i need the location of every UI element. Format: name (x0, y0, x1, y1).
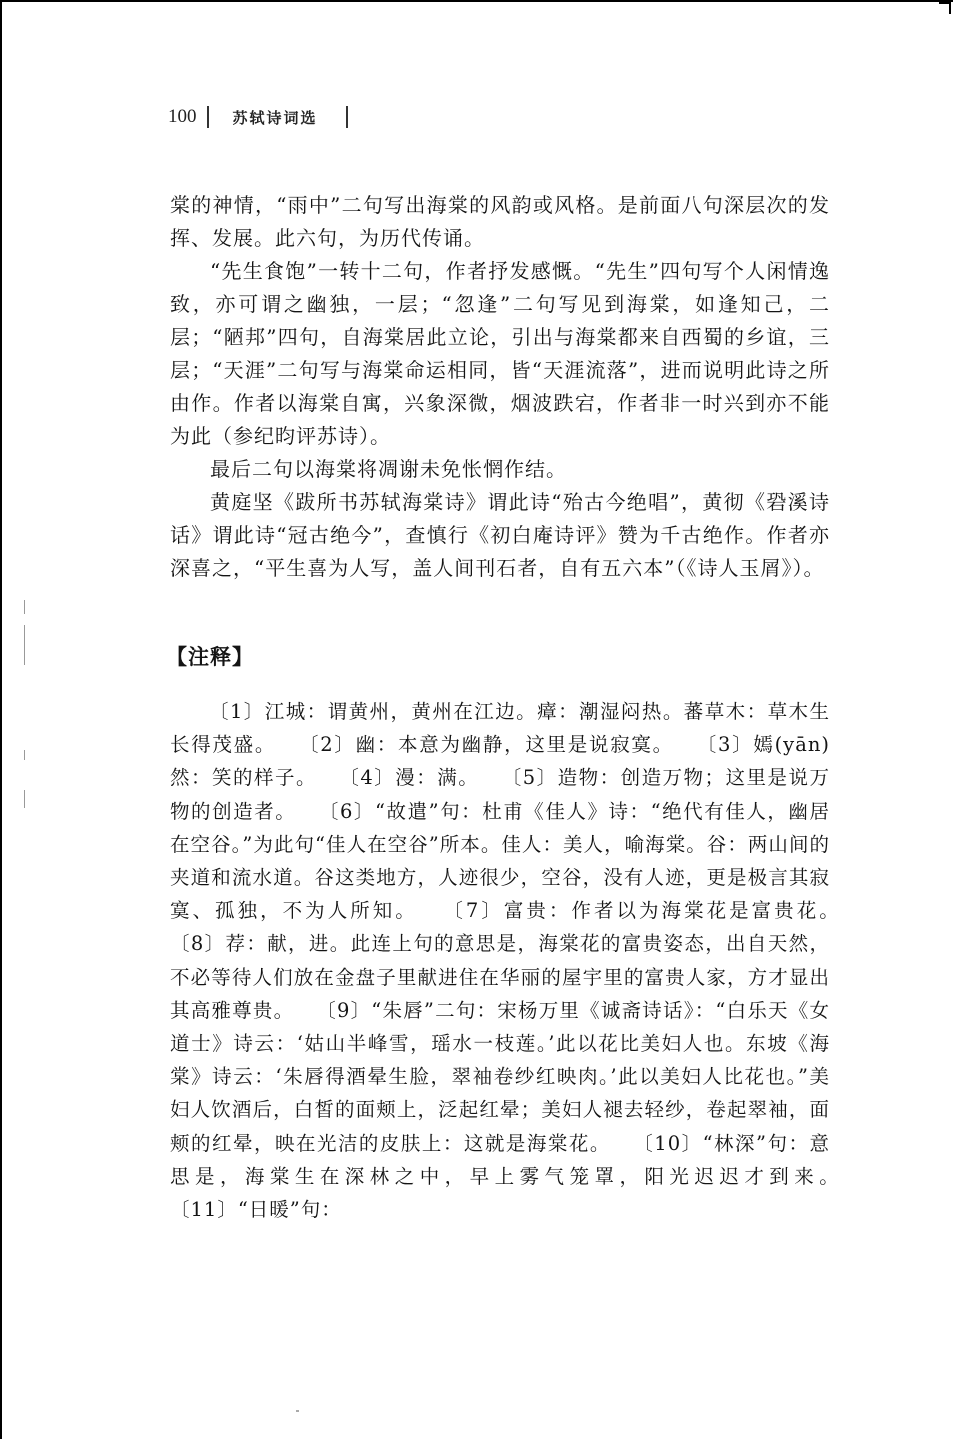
header-divider-end (346, 106, 348, 128)
header-divider (207, 106, 209, 128)
notes-heading: 【注释】 (166, 645, 254, 669)
commentary-block (170, 189, 830, 585)
page-border-left (0, 0, 2, 1439)
scan-artifact (296, 1410, 299, 1412)
margin-mark (24, 600, 25, 614)
page-border-top (0, 0, 953, 2)
page-number: 100 (168, 106, 197, 127)
margin-mark (24, 625, 25, 665)
margin-mark (24, 790, 25, 808)
commentary-paragraph: 黄庭坚《跋所书苏轼海棠诗》谓此诗“殆古今绝唱”，黄彻《䂬溪诗话》谓此诗“冠古绝今”，查慎行《初白庵诗评》赞为千古绝作。作者亦深喜之，“平生喜为人写，盖人间刊石者，自有五六本”（《诗人玉屑》）。 (170, 490, 830, 580)
commentary-paragraph: “先生食饱”一转十二句，作者抒发感慨。“先生”四句写个人闲情逸致，亦可谓之幽独，一层；“忽逢”二句写见到海棠，如逢知己，二层；“陋邦”四句，自海棠居此立论，引出与海棠都来自西蜀的乡谊，三层；“天涯”二句写与海棠命运相同，皆“天涯流落”，进而说明此诗之所由作。作者以海棠自寓，兴象深微，烟波跌宕，作者非一时兴到亦不能为此（参纪昀评苏诗）。 (170, 259, 830, 448)
commentary-paragraph: 最后二句以海棠将凋谢未免怅惘作结。 (210, 457, 567, 481)
commentary-paragraph: 棠的神情，“雨中”二句写出海棠的风韵或风格。是前面八句深层次的发挥、发展。此六句，为历代传诵。 (170, 193, 830, 250)
margin-mark (24, 750, 25, 760)
notes-block (170, 695, 872, 1226)
book-title: 苏轼诗词选 (232, 108, 318, 127)
running-header (168, 102, 348, 132)
corner-mark (939, 2, 951, 14)
notes-body: 〔1〕江城：谓黄州，黄州在江边。瘴：潮湿闷热。蕃草木：草木生长得茂盛。 〔2〕幽：本意为幽静，这里是说寂寞。 〔3〕嫣(yān)然：笑的样子。 〔4〕漫：满。 〔5〕造物：创造万物；这里是说万物的创造者。 〔6〕“故遣”句：杜甫《佳人》诗：“绝代有佳人，幽居在空谷。”为此句“佳人在空谷”所本。佳人：美人，喻海棠。谷：两山间的夹道和流水道。谷这类地方，人迹很少，空谷，没有人迹，更是极言其寂寞、孤独，不为人所知。 〔7〕富贵：作者以为海棠花是富贵花。 〔8〕荐：献，进。此连上句的意思是，海棠花的富贵姿态，出自天然，不必等待人们放在金盘子里献进住在华丽的屋宇里的富贵人家，方才显出其高雅尊贵。 〔9〕“朱唇”二句：宋杨万里《诚斋诗话》：“白乐天《女道士》诗云：‘姑山半峰雪，瑶水一枝莲。’此以花比美妇人也。东坡《海棠》诗云：‘朱唇得酒晕生脸，翠袖卷纱红映肉。’此以美妇人比花也。”美妇人饮酒后，白皙的面颊上，泛起红晕；美妇人褪去轻纱，卷起翠袖，面颊的红晕，映在光洁的皮肤上：这就是海棠花。 〔10〕“林深”句：意思是，海棠生在深林之中，早上雾气笼罩，阳光迟迟才到来。 〔11〕“日暖”句： (170, 700, 872, 1222)
